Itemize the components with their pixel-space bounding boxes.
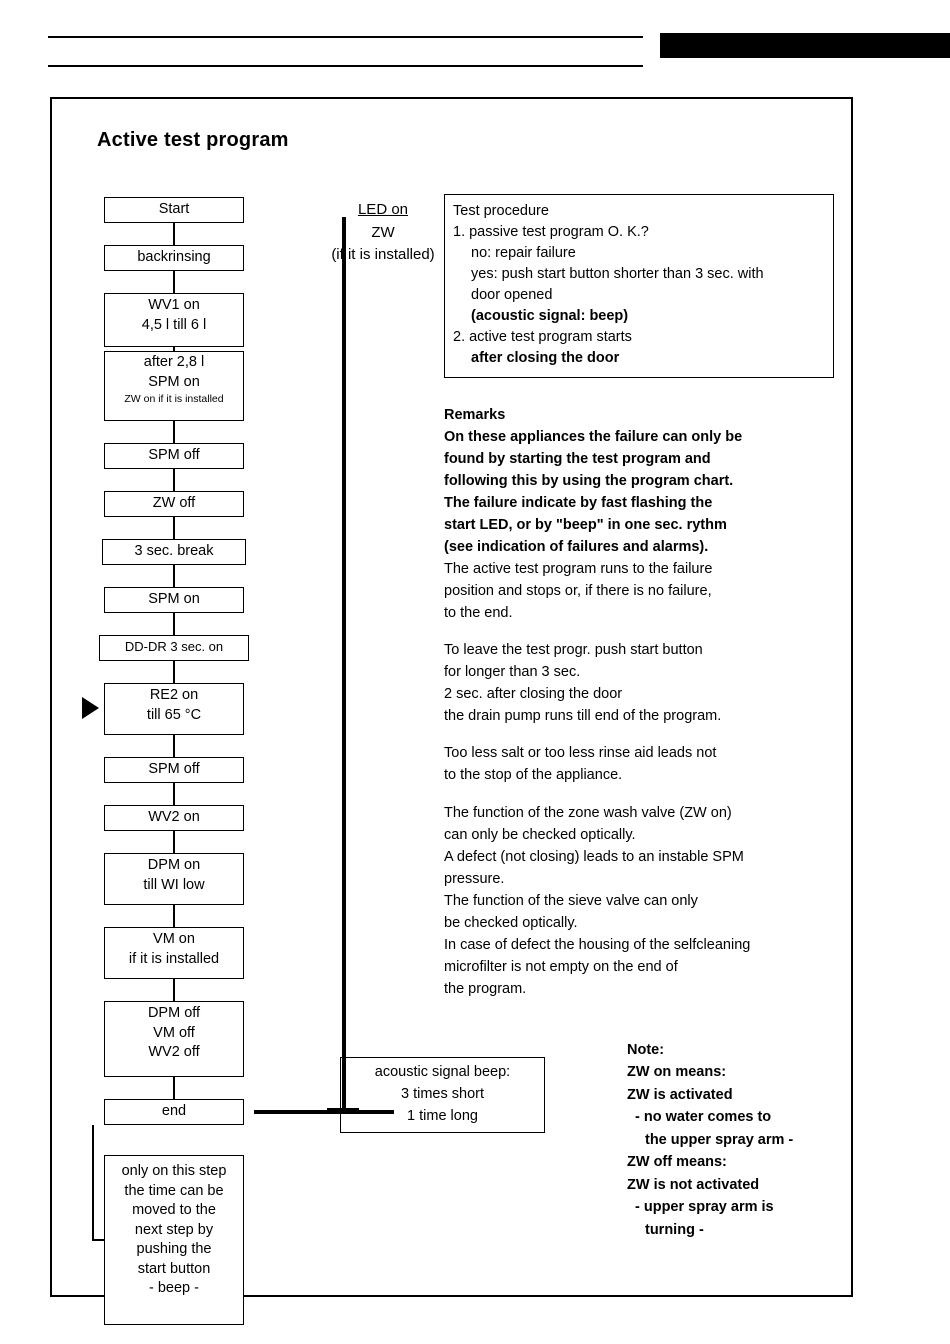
procedure-step-1-no: no: repair failure: [471, 245, 576, 262]
content-frame: [50, 97, 853, 1297]
flow-node: ZW off: [104, 491, 244, 517]
remarks-bold-line: The failure indicate by fast flashing the: [444, 495, 713, 512]
beep-short: 3 times short: [401, 1085, 484, 1102]
connector: [173, 979, 175, 1001]
acoustic-signal-box: [340, 1057, 545, 1133]
note-line: ZW off means:: [627, 1154, 727, 1171]
procedure-step-2: 2. active test program starts: [453, 329, 632, 346]
procedure-step-2-cont: after closing the door: [471, 350, 620, 367]
remarks-line: to the end.: [444, 605, 513, 622]
flow-node: SPM on: [104, 587, 244, 613]
flow-node: backrinsing: [104, 245, 244, 271]
connector: [173, 421, 175, 443]
test-procedure-box: [444, 194, 834, 378]
note-line: ZW is activated: [627, 1086, 733, 1103]
remarks-line: can only be checked optically.: [444, 826, 636, 843]
connector: [173, 469, 175, 491]
flow-node: VM on if it is installed: [104, 927, 244, 979]
flow-node: WV1 on 4,5 l till 6 l: [104, 293, 244, 347]
procedure-step-1: 1. passive test program O. K.?: [453, 224, 649, 241]
connector: [173, 223, 175, 245]
remarks-line: microfilter is not empty on the end of: [444, 958, 678, 975]
flow-node-end: end: [104, 1099, 244, 1125]
connector: [173, 565, 175, 587]
loop-connector: [92, 1125, 94, 1240]
remarks-line: Too less salt or too less rinse aid leads not: [444, 745, 717, 762]
flow-node: WV2 on: [104, 805, 244, 831]
remarks-section: [444, 404, 844, 1000]
led-installed-note: (if it is installed): [331, 246, 435, 263]
note-line: ZW on means:: [627, 1064, 727, 1081]
spacer: [444, 787, 844, 802]
connector: [173, 905, 175, 927]
remarks-line: The function of the zone wash valve (ZW on): [444, 804, 732, 821]
remarks-line: The active test program runs to the failure: [444, 561, 713, 578]
flow-node: RE2 on till 65 °C: [104, 683, 244, 735]
led-column: [298, 199, 468, 267]
spacer: [444, 727, 844, 742]
beep-long: 1 time long: [407, 1107, 478, 1124]
led-vertical-line: [342, 217, 346, 1112]
remarks-line: pressure.: [444, 870, 505, 887]
note-line: the upper spray arm -: [645, 1131, 794, 1148]
connector: [173, 271, 175, 293]
connector: [173, 1077, 175, 1099]
remarks-bold-line: following this by using the program chart.: [444, 473, 734, 490]
procedure-step-1-yes: yes: push start button shorter than 3 sec. with: [471, 266, 764, 283]
loop-connector: [92, 1239, 104, 1241]
procedure-step-1-yes-cont: door opened: [471, 287, 553, 304]
remarks-line: To leave the test progr. push start button: [444, 642, 703, 659]
entry-arrow-icon: [82, 697, 99, 719]
connector: [173, 517, 175, 539]
flow-node: 3 sec. break: [102, 539, 246, 565]
connector: [173, 783, 175, 805]
flow-node: DPM off VM off WV2 off: [104, 1001, 244, 1077]
remarks-bold-line: start LED, or by "beep" in one sec. rythm: [444, 517, 727, 534]
note-section: [627, 1039, 852, 1241]
remarks-bold-line: On these appliances the failure can only be: [444, 429, 743, 446]
flow-node: DPM on till WI low: [104, 853, 244, 905]
header-rule-bottom: [48, 65, 643, 67]
note-line: - upper spray arm is: [635, 1199, 774, 1216]
beep-title: acoustic signal beep:: [374, 1064, 511, 1080]
note-line: turning -: [645, 1221, 704, 1238]
remarks-heading: Remarks: [444, 407, 506, 423]
flow-node: after 2,8 l SPM on ZW on if it is installed: [104, 351, 244, 421]
remarks-bold-line: found by starting the test program and: [444, 451, 711, 468]
remarks-line: for longer than 3 sec.: [444, 664, 581, 681]
connector: [173, 661, 175, 683]
flow-node: DD-DR 3 sec. on: [99, 635, 249, 661]
remarks-line: the drain pump runs till end of the program.: [444, 708, 722, 725]
remarks-line: A defect (not closing) leads to an instable SPM: [444, 848, 744, 865]
procedure-title: Test procedure: [453, 203, 549, 219]
led-zw-label: ZW: [371, 223, 395, 241]
procedure-acoustic-signal: (acoustic signal: beep): [471, 308, 629, 325]
page-title: Active test program: [97, 129, 289, 151]
connector: [173, 613, 175, 635]
remarks-line: The function of the sieve valve can only: [444, 892, 698, 909]
connector: [173, 735, 175, 757]
header-black-bar: [660, 33, 950, 58]
header-rule-top: [48, 36, 643, 38]
remarks-line: In case of defect the housing of the selfcleaning: [444, 936, 751, 953]
remarks-line: the program.: [444, 980, 527, 997]
remarks-line: position and stops or, if there is no failure,: [444, 583, 712, 600]
flow-node-note: only on this step the time can be moved to the next step by pushing the start button - beep -: [104, 1155, 244, 1325]
note-line: ZW is not activated: [627, 1176, 760, 1193]
remarks-line: be checked optically.: [444, 914, 578, 931]
remarks-line: 2 sec. after closing the door: [444, 686, 623, 703]
note-heading: Note:: [627, 1042, 665, 1058]
flow-node: SPM off: [104, 443, 244, 469]
note-line: - no water comes to: [635, 1109, 772, 1126]
flow-node: SPM off: [104, 757, 244, 783]
spacer: [444, 624, 844, 639]
remarks-line: to the stop of the appliance.: [444, 767, 623, 784]
flow-node: Start: [104, 197, 244, 223]
connector: [173, 831, 175, 853]
led-on-label: LED on: [357, 201, 409, 218]
remarks-bold-line: (see indication of failures and alarms).: [444, 539, 709, 556]
